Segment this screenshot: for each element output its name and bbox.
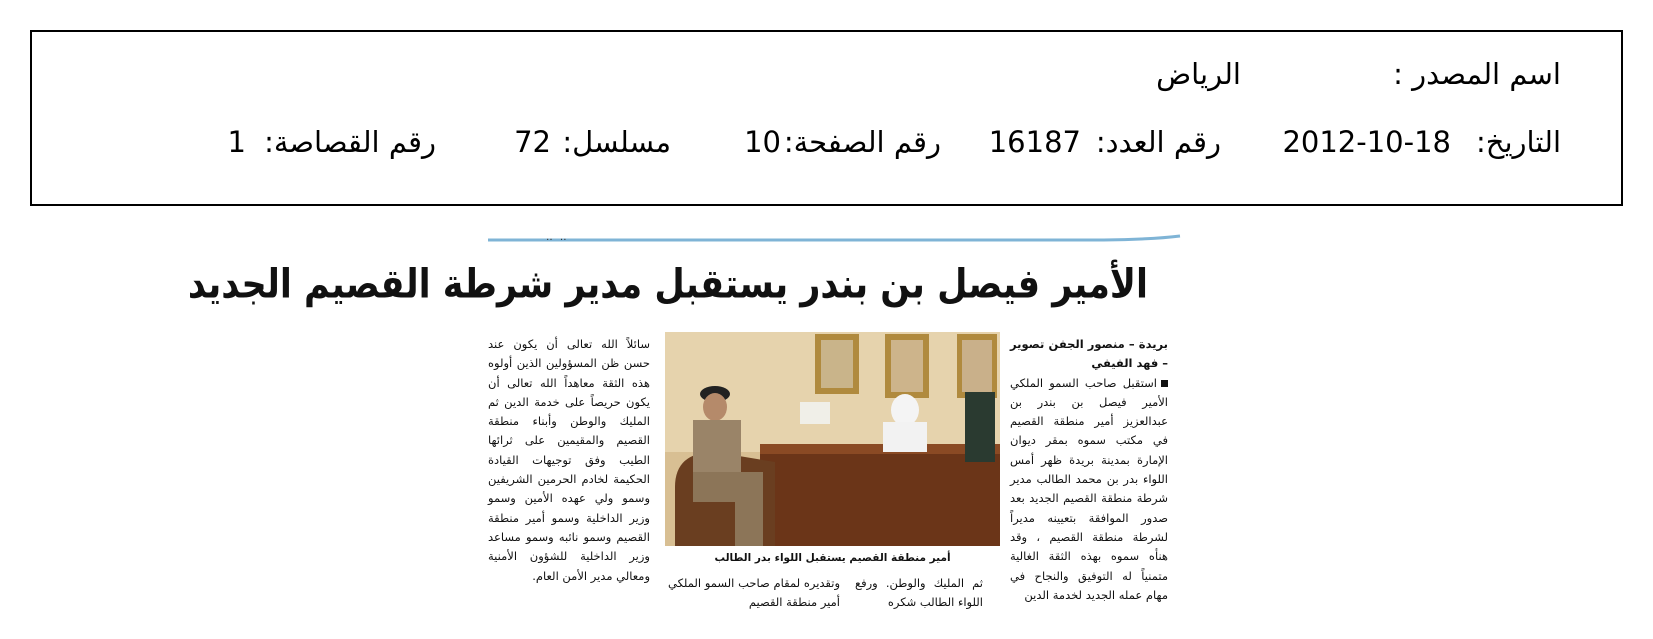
article-col-right-text: استقبل صاحب السمو الملكي الأمير فيصل بن بندر بن عبدالعزيز أمير منطقة القصيم في مكتب سموه بمقر ديوان الإمارة بمدينة بريدة ظهر أمس اللواء بدر بن محمد الطالب مدير شرطة منطقة القصيم الجديد بعد صدور الموافقة بتعيينه مديراً لشرطة منطقة القصيم ، وقد هنأه سموه بهذه الثقة الغالية متمنياً له التوفيق والنجاح في مهام عمله الجديد لخدمة الدين <box>1010 375 1168 602</box>
issue-value: 16187 <box>988 125 1081 159</box>
clip-label: رقم القصاصة: <box>264 125 436 159</box>
source-info-box <box>30 30 1623 206</box>
serial-value: 72 <box>514 125 551 159</box>
article-column-mid-b: وتقديره لمقام صاحب السمو الملكي أمير منطقة القصيم <box>668 576 840 609</box>
clip-value: 1 <box>227 125 246 159</box>
issue-label: رقم العدد: <box>1095 125 1221 159</box>
clip-top-marks: ‥ ‥ <box>546 232 569 243</box>
date-label: التاريخ: <box>1475 125 1561 159</box>
article-column-mid-a: ثم المليك والوطن. ورفع اللواء الطالب شكره <box>855 576 983 609</box>
date-value: 2012-10-18 <box>1282 125 1451 159</box>
serial-label: مسلسل: <box>562 125 671 159</box>
page-label: رقم الصفحة: <box>783 125 941 159</box>
source-value: الرياض <box>1156 57 1241 91</box>
article-column-right <box>1010 335 1168 605</box>
page-value: 10 <box>744 125 781 159</box>
article-column-left: سائلاً الله تعالى أن يكون عند حسن ظن المسؤولين الذين أولوه هذه الثقة معاهداً الله تعالى أن يكون حريصاً على خدمة الدين ثم المليك والوطن وأبناء منطقة القصيم والمقيمين على ثرائها الطيب وفق توجيهات القيادة الحكيمة لخادم الحرمين الشريفين وسمو ولي عهده الأمين وسمو وزير الداخلية وسمو أمير منطقة القصيم وسمو نائبه وسمو مساعد وزير الداخلية للشؤون الأمنية ومعالي مدير الأمن العام. <box>488 337 650 583</box>
source-label: اسم المصدر : <box>1393 57 1561 91</box>
photo-caption: أمير منطقة القصيم يستقبل اللواء بدر الطالب <box>714 552 951 564</box>
photo-illustration <box>665 332 1000 546</box>
bullet-icon <box>1161 380 1168 387</box>
article-photo <box>665 332 1000 546</box>
clip-top-rule <box>488 236 1180 242</box>
article-byline: بريدة – منصور الجفن تصوير – فهد الفيفي <box>1010 337 1168 371</box>
article-headline: الأمير فيصل بن بندر يستقبل مدير شرطة القصيم الجديد <box>187 262 1148 308</box>
